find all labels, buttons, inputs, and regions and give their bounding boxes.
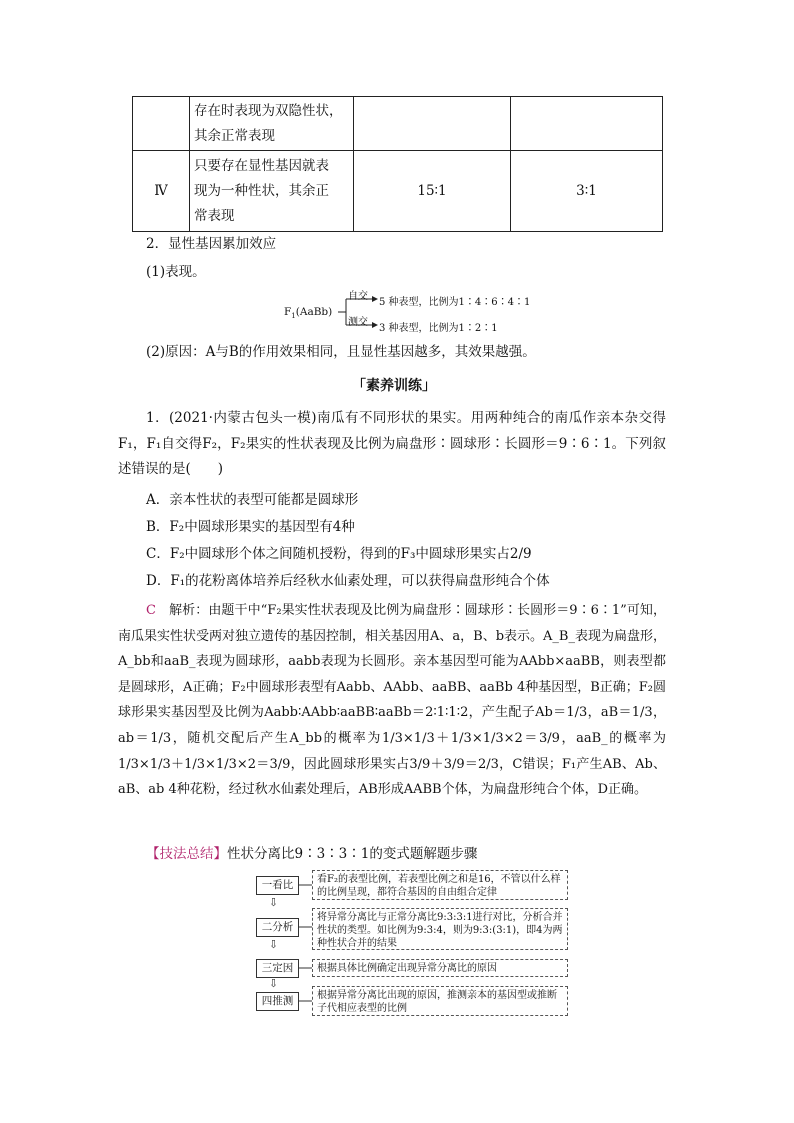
cell-line: 现为一种性状，其余正 bbox=[194, 182, 329, 199]
step-2-text: 将异常分离比与正常分离比9:3:3:1进行对比，分析合并性状的类型。如比例为9:3:4，则为9:3:(3:1)，即4为两种性状合并的结果 bbox=[312, 908, 568, 950]
analysis bbox=[118, 598, 666, 803]
cell-line: 存在时表现为双隐性状， bbox=[194, 102, 343, 119]
table-row bbox=[133, 151, 663, 232]
arrow-down-icon: ⇩ bbox=[269, 977, 279, 990]
cell-line: 常表现 bbox=[194, 207, 235, 224]
table-row bbox=[133, 97, 663, 151]
option-b: B．F₂中圆球形果实的基因型有4种 bbox=[146, 519, 355, 535]
step-2-label: 二分析 bbox=[256, 918, 299, 937]
test-cross-result: 3 种表型，比例为1∶2∶1 bbox=[379, 323, 498, 334]
table-cell: 3∶1 bbox=[511, 151, 663, 232]
arrow-down-icon: ⇩ bbox=[269, 938, 279, 951]
item-label: (1)表现。 bbox=[146, 264, 206, 280]
arrow-down-icon: ⇩ bbox=[269, 896, 279, 909]
cross-diagram bbox=[280, 288, 580, 336]
table-cell: 15∶1 bbox=[354, 151, 511, 232]
table-cell bbox=[190, 151, 354, 232]
step-1-text: 看F₂的表型比例，若表型比例之和是16，不管以什么样的比例呈现，都符合基因的自由组合定律 bbox=[312, 870, 568, 900]
table-cell bbox=[511, 97, 663, 151]
table-cell bbox=[133, 97, 190, 151]
answer-letter: C bbox=[146, 603, 156, 618]
table-cell bbox=[190, 97, 354, 151]
self-cross-result: 5 种表型，比例为1∶4∶6∶4∶1 bbox=[379, 297, 531, 308]
step-3-text: 根据具体比例确定出现异常分离比的原因 bbox=[312, 959, 568, 977]
option-d: D．F₁的花粉离体培养后经秋水仙素处理，可以获得扁盘形纯合个体 bbox=[146, 573, 550, 589]
option-a: A．亲本性状的表型可能都是圆球形 bbox=[146, 492, 359, 508]
step-3-label: 三定因 bbox=[256, 959, 299, 978]
section-heading: 2．显性基因累加效应 bbox=[146, 236, 277, 252]
self-cross-label: 自交 bbox=[348, 291, 368, 302]
flow-chart bbox=[254, 870, 570, 1016]
question-stem: 1．(2021·内蒙古包头一模)南瓜有不同形状的果实。用两种纯合的南瓜作亲本杂交得F₁，F₁自交得F₂，F₂果实的性状表现及比例为扁盘形∶圆球形∶长圆形＝9∶6∶1。下列叙述错误的是( ) bbox=[118, 410, 666, 478]
table-cell bbox=[354, 97, 511, 151]
step-1-label: 一看比 bbox=[256, 876, 299, 895]
section-title: 「素养训练」 bbox=[352, 378, 436, 394]
summary-tag: 【技法总结】 bbox=[146, 846, 227, 862]
summary-heading bbox=[146, 843, 477, 865]
cell-line: 其余正常表现 bbox=[194, 127, 275, 144]
trait-table bbox=[132, 96, 663, 232]
option-c: C．F₂中圆球形个体之间随机授粉，得到的F₃中圆球形果实占2/9 bbox=[146, 546, 532, 562]
test-cross-label: 测交 bbox=[348, 317, 368, 328]
step-4-text: 根据异常分离比出现的原因，推测亲本的基因型或推断子代相应表型的比例 bbox=[312, 986, 568, 1016]
item-label: (2)原因：A与B的作用效果相同，且显性基因越多，其效果越强。 bbox=[146, 344, 536, 360]
cell-line: 只要存在显性基因就表 bbox=[194, 157, 329, 174]
step-4-label: 四推测 bbox=[256, 992, 299, 1011]
analysis-text: 解析：由题干中“F₂果实性状表现及比例为扁盘形∶圆球形∶长圆形＝9∶6∶1”可知，南瓜果实性状受两对独立遗传的基因控制，相关基因用A、a，B、b表示。A_B_表现为扁盘形，A_bb和aaB_表现为圆球形，aabb表现为长圆形。亲本基因型可能为AAbb×aaBB，则表型都是圆球形，A正确；F₂中圆球形表型有Aabb、AAbb、aaBB、aaBb 4种基因型，B正确；F₂圆球形果实基因型及比例为Aabb∶AAbb∶aaBB∶aaBb＝2∶1∶1∶2，产生配子Ab＝1/3，aB＝1/3，ab＝1/3，随机交配后产生A_bb的概率为1/3×1/3＋1/3×1/3×2＝3/9，aaB_的概率为1/3×1/3＋1/3×1/3×2＝3/9，因此圆球形果实占3/9＋3/9＝2/3，C错误；F₁产生AB、Ab、aB、ab 4种花粉，经过秋水仙素处理后，AB形成AABB个体，为扁盘形纯合个体，D正确。 bbox=[118, 603, 666, 798]
summary-title: 性状分离比9∶3∶3∶1的变式题解题步骤 bbox=[227, 846, 478, 862]
table-cell: Ⅳ bbox=[133, 151, 190, 232]
f1-genotype: $F_1(AaBb)$ bbox=[284, 306, 333, 321]
